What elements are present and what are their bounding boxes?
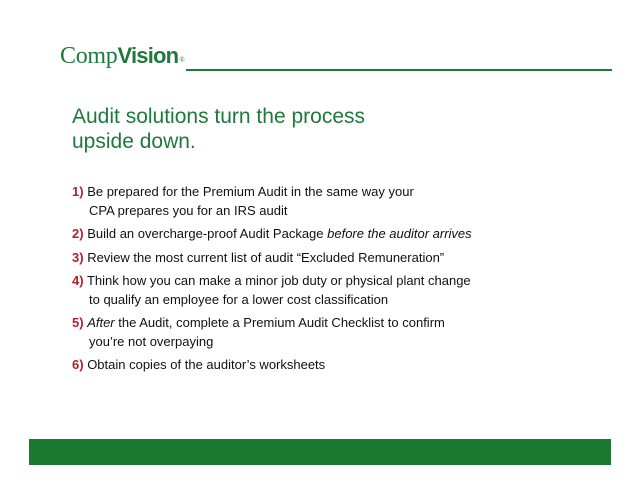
header-rule: [186, 69, 612, 71]
list-item: [72, 225, 552, 244]
point-number: 3): [72, 249, 84, 265]
logo-comp-text: Comp: [60, 43, 118, 69]
point-number: 2): [72, 226, 84, 241]
slide-title-line1: Audit solutions turn the process: [72, 105, 365, 128]
point-text: Review the most current list of audit “Excluded Remuneration”: [87, 249, 445, 265]
point-text-continued: CPA prepares you for an IRS audit: [89, 202, 288, 218]
slide-title-line2: upside down.: [72, 130, 196, 153]
logo-registered-mark: ®: [179, 56, 185, 64]
list-item: [72, 314, 552, 351]
point-number: 1): [72, 184, 84, 199]
point-text-emphasis: After: [87, 315, 115, 330]
point-text: Build an overcharge-proof Audit Package: [87, 226, 328, 241]
point-number: 5): [72, 315, 84, 330]
point-text: the Audit, complete a Premium Audit Checklist to confirm: [114, 315, 445, 330]
point-number: 6): [72, 357, 84, 372]
point-text: Obtain copies of the auditor’s worksheets: [87, 357, 326, 372]
point-text-continued: you’re not overpaying: [89, 333, 214, 349]
compvision-logo: [60, 42, 184, 70]
list-item: [72, 183, 552, 220]
list-item: [72, 356, 552, 375]
point-text: Think how you can make a minor job duty or physical plant change: [86, 273, 471, 288]
point-text: Be prepared for the Premium Audit in the same way your: [87, 184, 414, 199]
point-text-continued: to qualify an employee for a lower cost classification: [89, 291, 389, 307]
list-item: [72, 249, 552, 268]
list-item: [72, 272, 552, 309]
footer-bar: [29, 439, 611, 465]
slide-title: [72, 104, 532, 154]
point-number: 4): [72, 273, 84, 288]
point-text-emphasis: before the auditor arrives: [327, 226, 472, 241]
numbered-point-list: [72, 183, 552, 375]
logo-vision-text: Vision: [117, 43, 179, 68]
